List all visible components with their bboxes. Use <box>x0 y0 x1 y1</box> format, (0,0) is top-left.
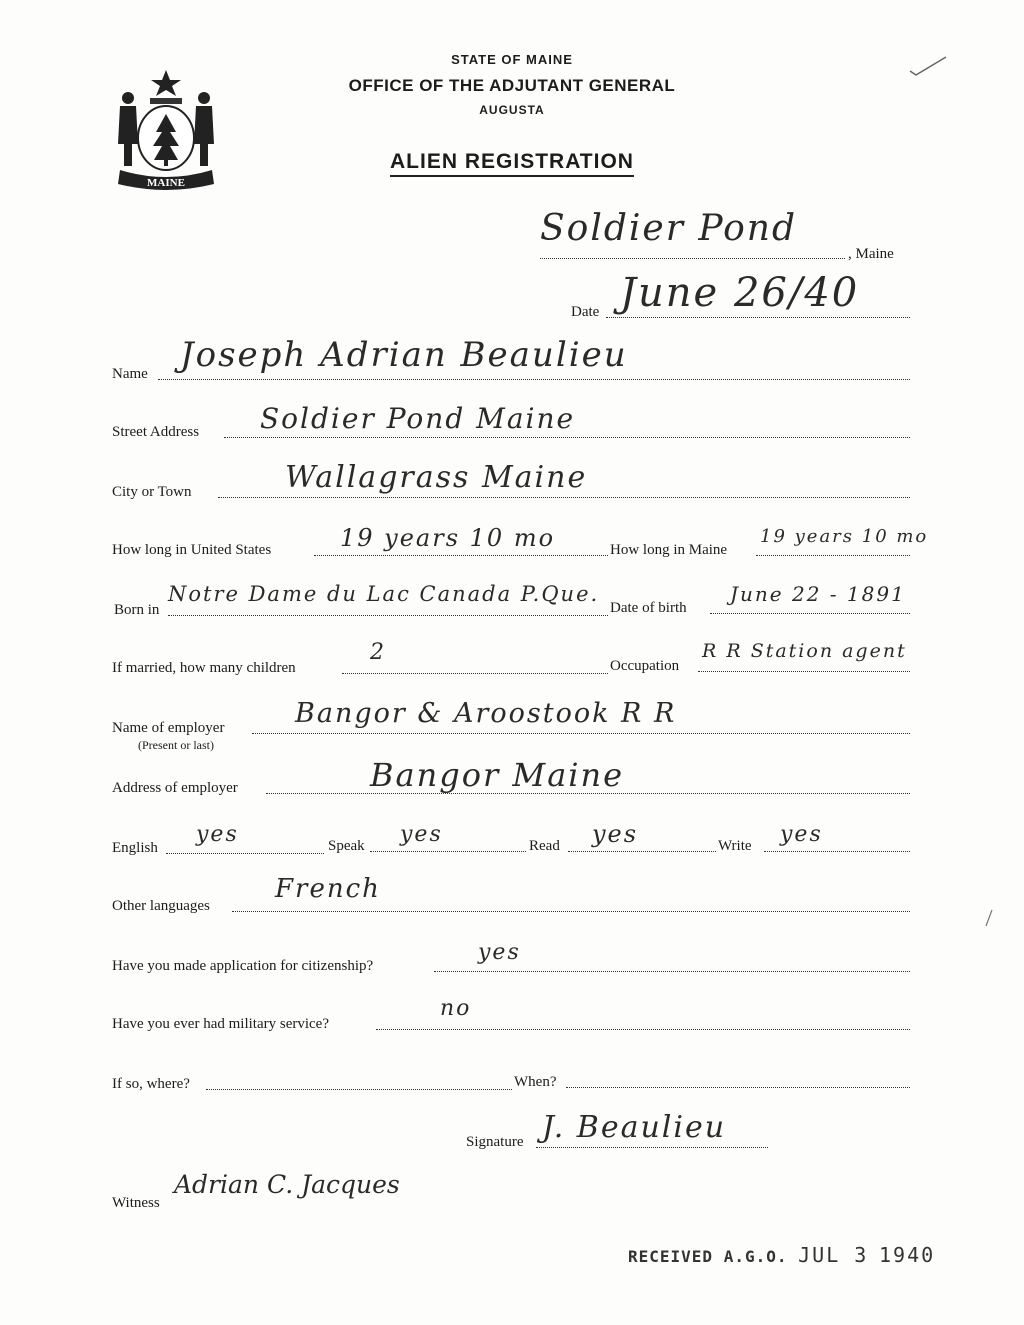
signature-value: J. Beaulieu <box>542 1110 727 1145</box>
employer-name-sublabel: (Present or last) <box>138 738 214 752</box>
born-in-value: Notre Dame du Lac Canada P.Que. <box>168 582 600 606</box>
pencil-mark <box>984 908 994 928</box>
military-label: Have you ever had military service? <box>112 1016 329 1032</box>
occupation-label: Occupation <box>610 658 680 674</box>
how-long-maine-value: 19 years 10 mo <box>760 526 929 547</box>
read-label: Read <box>529 838 560 854</box>
date-label: Date <box>571 304 600 320</box>
office-heading: OFFICE OF THE ADJUTANT GENERAL <box>348 76 676 95</box>
where-label: If so, where? <box>112 1076 190 1092</box>
children-label: If married, how many children <box>112 660 296 676</box>
city-or-town-value: Wallagrass Maine <box>285 460 588 495</box>
how-long-us-label: How long in United States <box>112 542 272 558</box>
received-stamp <box>628 1243 935 1267</box>
born-in-label: Born in <box>114 602 160 618</box>
seal-motto: MAINE <box>147 177 185 189</box>
english-value: yes <box>196 822 239 847</box>
witness-label: Witness <box>112 1195 160 1211</box>
checkmark-icon <box>908 55 948 77</box>
maine-state-seal-icon <box>110 66 222 192</box>
write-value: yes <box>780 822 823 847</box>
other-languages-label: Other languages <box>112 898 210 914</box>
read-value: yes <box>592 820 639 848</box>
city-heading: AUGUSTA <box>479 103 545 117</box>
occupation-value: R R Station agent <box>702 640 907 662</box>
write-label: Write <box>718 838 752 854</box>
speak-value: yes <box>400 822 443 847</box>
english-label: English <box>112 840 158 856</box>
received-text: RECEIVED A.G.O. <box>628 1247 788 1266</box>
how-long-us-value: 19 years 10 mo <box>340 524 556 552</box>
citizenship-value: yes <box>478 940 521 965</box>
military-value: no <box>440 996 472 1021</box>
name-value: Joseph Adrian Beaulieu <box>180 335 628 375</box>
city-or-town-label: City or Town <box>112 484 192 500</box>
received-date: JUL 3 <box>798 1243 869 1267</box>
employer-name-label: Name of employer <box>112 720 225 736</box>
witness-value: Adrian C. Jacques <box>174 1170 400 1199</box>
state-heading: STATE OF MAINE <box>451 52 573 67</box>
street-address-value: Soldier Pond Maine <box>260 402 576 435</box>
employer-address-value: Bangor Maine <box>370 756 625 794</box>
date-value: June 26/40 <box>620 270 860 316</box>
citizenship-label: Have you made application for citizenship? <box>112 958 374 974</box>
location-value: Soldier Pond <box>540 208 798 249</box>
date-of-birth-value: June 22 - 1891 <box>730 582 906 606</box>
name-label: Name <box>112 366 148 382</box>
street-address-label: Street Address <box>112 424 200 440</box>
employer-name-value: Bangor & Aroostook R R <box>295 698 677 729</box>
signature-label: Signature <box>466 1134 524 1150</box>
maine-label: , Maine <box>848 246 894 262</box>
when-label: When? <box>514 1074 557 1090</box>
other-languages-value: French <box>275 874 381 904</box>
speak-label: Speak <box>328 838 365 854</box>
form-title: ALIEN REGISTRATION <box>0 150 1024 174</box>
children-value: 2 <box>370 640 386 665</box>
received-year: 1940 <box>879 1243 936 1267</box>
date-of-birth-label: Date of birth <box>610 600 687 616</box>
how-long-maine-label: How long in Maine <box>610 542 728 558</box>
employer-address-label: Address of employer <box>112 780 238 796</box>
